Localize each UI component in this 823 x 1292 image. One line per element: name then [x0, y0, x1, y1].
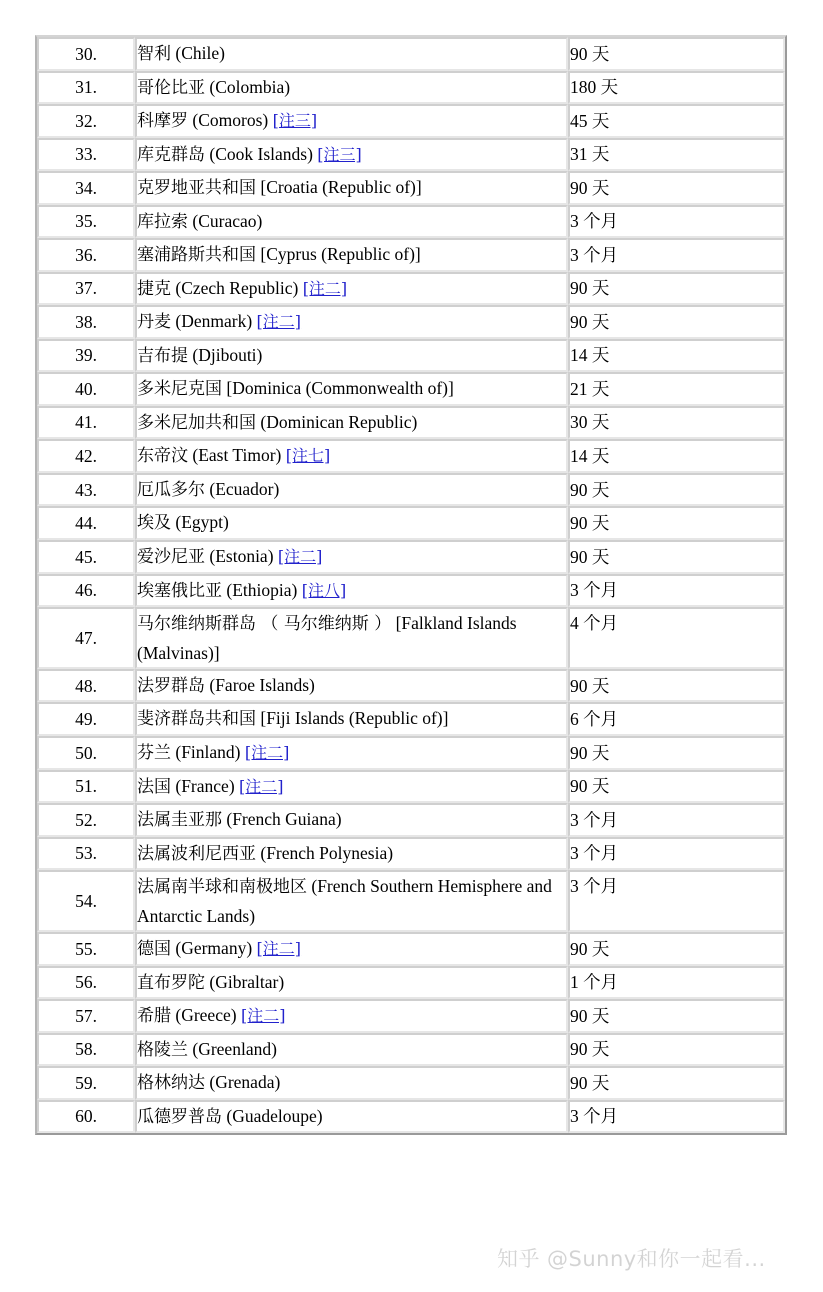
row-number-cell — [37, 932, 135, 966]
country-name-en: (Grenada) — [209, 1072, 281, 1093]
country-name-cn: 多米尼加共和国 — [137, 412, 256, 433]
stay-duration-cell — [568, 770, 785, 804]
country-name-en: [Dominica (Commonwealth of)] — [226, 378, 454, 399]
table-row — [37, 406, 785, 440]
table-row — [37, 37, 785, 71]
row-number-cell — [37, 540, 135, 574]
row-number: 40. — [75, 378, 97, 399]
stay-duration-cell — [568, 104, 785, 138]
row-number: 32. — [75, 110, 97, 131]
stay-duration-cell — [568, 406, 785, 440]
country-name-cn: 埃及 — [137, 513, 171, 534]
stay-duration: 90 天 — [570, 1072, 610, 1093]
row-number-cell — [37, 439, 135, 473]
row-number-cell — [37, 37, 135, 71]
country-name-cn: 捷克 — [137, 278, 171, 299]
row-number-cell — [37, 1033, 135, 1067]
country-name-cn: 科摩罗 — [137, 111, 188, 132]
footnote-link[interactable]: [注二] — [256, 312, 302, 332]
row-number-cell — [37, 205, 135, 239]
stay-duration-cell — [568, 473, 785, 507]
row-number-cell — [37, 171, 135, 205]
stay-duration: 90 天 — [570, 43, 610, 64]
stay-duration-cell — [568, 702, 785, 736]
stay-duration-cell — [568, 238, 785, 272]
stay-duration-cell — [568, 305, 785, 339]
stay-duration-cell — [568, 999, 785, 1033]
stay-duration: 6 个月 — [570, 709, 619, 730]
country-name-en: (Greece) — [175, 1005, 237, 1026]
country-name-cn: 法罗群岛 — [137, 675, 205, 696]
country-name-cell — [135, 205, 568, 239]
footnote-link[interactable]: [注二] — [302, 278, 348, 298]
country-name-en: (Greenland) — [192, 1038, 277, 1059]
row-number-cell — [37, 473, 135, 507]
country-name-en: (Chile) — [175, 43, 225, 63]
stay-duration-cell — [568, 837, 785, 871]
country-name-cell — [135, 272, 568, 306]
row-number: 37. — [75, 278, 97, 299]
table-row — [37, 574, 785, 608]
table-row — [37, 1066, 785, 1100]
country-name-cell — [135, 966, 568, 1000]
stay-duration-cell — [568, 870, 785, 932]
country-name-cn: 斐济群岛共和国 — [137, 709, 256, 730]
country-name-en: (Egypt) — [175, 512, 229, 533]
stay-duration: 31 天 — [570, 144, 610, 165]
stay-duration-cell — [568, 607, 785, 669]
row-number: 46. — [75, 580, 97, 601]
country-name-en: (Curacao) — [192, 210, 263, 231]
stay-duration: 90 天 — [570, 177, 610, 198]
country-name-cell — [135, 238, 568, 272]
table-row — [37, 770, 785, 804]
stay-duration-cell — [568, 669, 785, 703]
row-number: 50. — [75, 742, 97, 763]
table-row — [37, 736, 785, 770]
country-name-cn: 法属南半球和南极地区 — [137, 877, 307, 898]
country-name-en: (French Guiana) — [226, 809, 342, 830]
country-name-en: (Finland) — [175, 741, 241, 762]
stay-duration: 3 个月 — [570, 843, 619, 864]
stay-duration: 90 天 — [570, 675, 610, 696]
country-name-cell — [135, 770, 568, 804]
stay-duration-cell — [568, 272, 785, 306]
table-row — [37, 439, 785, 473]
footnote-link[interactable]: [注二] — [256, 938, 302, 958]
stay-duration: 90 天 — [570, 311, 610, 332]
country-name-cn: 芬兰 — [137, 742, 171, 763]
stay-duration: 90 天 — [570, 278, 610, 299]
country-name-cell — [135, 669, 568, 703]
table-body — [37, 37, 785, 1133]
stay-duration-cell — [568, 205, 785, 239]
country-name-cn: 库拉索 — [137, 211, 188, 232]
row-number-cell — [37, 71, 135, 105]
row-number-cell — [37, 1100, 135, 1134]
stay-duration: 30 天 — [570, 412, 610, 433]
row-number: 57. — [75, 1005, 97, 1026]
stay-duration: 21 天 — [570, 378, 610, 399]
row-number-cell — [37, 870, 135, 932]
country-name-cell — [135, 305, 568, 339]
country-name-en: (Colombia) — [209, 76, 291, 97]
country-name-cn: 塞浦路斯共和国 — [137, 245, 256, 266]
stay-duration: 3 个月 — [570, 809, 619, 830]
row-number: 38. — [75, 311, 97, 332]
country-name-cell — [135, 540, 568, 574]
table-row — [37, 205, 785, 239]
country-name-en: (Czech Republic) — [175, 277, 299, 298]
country-name-cell — [135, 473, 568, 507]
row-number: 55. — [75, 938, 97, 959]
country-name-cell — [135, 999, 568, 1033]
country-name-en: (Dominican Republic) — [260, 411, 418, 432]
stay-duration: 90 天 — [570, 1005, 610, 1026]
country-name-cn: 多米尼克国 — [137, 379, 222, 400]
table-row — [37, 540, 785, 574]
row-number: 45. — [75, 546, 97, 567]
country-name-cell — [135, 1033, 568, 1067]
country-name-cn: 埃塞俄比亚 — [137, 580, 222, 601]
footnote-link[interactable]: [注三] — [272, 111, 318, 131]
table-row — [37, 339, 785, 373]
stay-duration-cell — [568, 372, 785, 406]
country-name-cell — [135, 372, 568, 406]
footnote-link[interactable]: [注二] — [239, 776, 284, 796]
table-row — [37, 272, 785, 306]
footnote-link[interactable]: [注二] — [244, 742, 290, 762]
stay-duration-cell — [568, 506, 785, 540]
row-number: 54. — [75, 890, 97, 911]
row-number-cell — [37, 803, 135, 837]
country-name-en: (Ethiopia) — [226, 579, 298, 600]
row-number: 36. — [75, 244, 97, 265]
row-number-cell — [37, 702, 135, 736]
stay-duration: 90 天 — [570, 546, 610, 567]
country-name-en: (French Polynesia) — [260, 842, 394, 863]
country-name-cn: 瓜德罗普岛 — [137, 1106, 222, 1127]
stay-duration-cell — [568, 1033, 785, 1067]
row-number: 59. — [75, 1072, 97, 1093]
row-number-cell — [37, 1066, 135, 1100]
row-number-cell — [37, 736, 135, 770]
country-name-cn: 法属圭亚那 — [137, 810, 222, 831]
stay-duration-cell — [568, 803, 785, 837]
stay-duration-cell — [568, 339, 785, 373]
country-name-en: (Guadeloupe) — [226, 1105, 323, 1126]
country-name-cell — [135, 1066, 568, 1100]
footnote-link[interactable]: [注二] — [240, 1006, 286, 1026]
stay-duration: 45 天 — [570, 110, 610, 131]
stay-duration: 90 天 — [570, 513, 610, 534]
country-name-en: (France) — [175, 775, 235, 796]
visa-free-countries-table — [35, 35, 787, 1135]
country-name-en: (East Timor) — [192, 445, 282, 466]
row-number: 53. — [75, 843, 97, 864]
country-name-cn: 格林纳达 — [137, 1073, 205, 1094]
stay-duration-cell — [568, 574, 785, 608]
stay-duration-cell — [568, 736, 785, 770]
row-number-cell — [37, 669, 135, 703]
row-number: 49. — [75, 709, 97, 730]
country-name-cn: 丹麦 — [137, 312, 171, 333]
table-row — [37, 966, 785, 1000]
stay-duration: 14 天 — [570, 345, 610, 366]
table-row — [37, 999, 785, 1033]
footnote-link[interactable]: [注三] — [317, 144, 362, 164]
country-name-en: [Croatia (Republic of)] — [260, 177, 422, 198]
country-name-en: (Ecuador) — [209, 478, 280, 499]
footnote-link[interactable]: [注二] — [277, 546, 323, 566]
watermark — [497, 1243, 766, 1273]
row-number: 30. — [75, 43, 97, 64]
country-name-cell — [135, 702, 568, 736]
table-row — [37, 870, 785, 932]
country-name-cell — [135, 932, 568, 966]
country-name-cn: 格陵兰 — [137, 1039, 188, 1060]
country-name-en: (Comoros) — [192, 110, 269, 131]
stay-duration: 4 个月 — [570, 613, 619, 634]
country-name-en: (Djibouti) — [192, 344, 263, 365]
country-name-cn: 直布罗陀 — [137, 972, 205, 993]
country-name-cell — [135, 104, 568, 138]
stay-duration-cell — [568, 171, 785, 205]
country-name-cn: 智利 — [137, 44, 171, 64]
row-number: 33. — [75, 144, 97, 165]
table-row — [37, 607, 785, 669]
row-number-cell — [37, 506, 135, 540]
stay-duration: 3 个月 — [570, 876, 619, 897]
stay-duration-cell — [568, 138, 785, 172]
table-row — [37, 803, 785, 837]
country-name-en: [Falkland Islands (Malvinas)] — [137, 613, 517, 663]
stay-duration-cell — [568, 966, 785, 1000]
row-number-cell — [37, 138, 135, 172]
country-name-cell — [135, 37, 568, 71]
country-name-cn: 厄瓜多尔 — [137, 479, 205, 500]
country-name-en: (Faroe Islands) — [209, 674, 315, 695]
table-row — [37, 1100, 785, 1134]
stay-duration: 180 天 — [570, 77, 619, 98]
stay-duration-cell — [568, 37, 785, 71]
country-name-cn: 克罗地亚共和国 — [137, 178, 256, 199]
row-number-cell — [37, 272, 135, 306]
country-name-cell — [135, 1100, 568, 1134]
country-name-cn: 希腊 — [137, 1006, 171, 1027]
row-number: 51. — [75, 776, 97, 797]
country-name-cell — [135, 406, 568, 440]
stay-duration-cell — [568, 1066, 785, 1100]
row-number-cell — [37, 238, 135, 272]
table-row — [37, 71, 785, 105]
row-number: 43. — [75, 479, 97, 500]
row-number-cell — [37, 837, 135, 871]
table-row — [37, 104, 785, 138]
zhihu-logo: 知乎 — [497, 1247, 540, 1271]
table-row — [37, 305, 785, 339]
country-name-cell — [135, 803, 568, 837]
stay-duration: 90 天 — [570, 1039, 610, 1060]
country-name-en: (Germany) — [175, 937, 253, 958]
stay-duration: 14 天 — [570, 445, 610, 466]
table-row — [37, 138, 785, 172]
stay-duration: 3 个月 — [570, 1106, 619, 1127]
country-name-en: [Fiji Islands (Republic of)] — [260, 708, 449, 729]
row-number-cell — [37, 305, 135, 339]
country-name-cn: 东帝汶 — [137, 446, 188, 467]
country-name-cn: 马尔维纳斯群岛 （ 马尔维纳斯 ） — [137, 614, 392, 635]
country-name-cell — [135, 574, 568, 608]
row-number: 48. — [75, 675, 97, 696]
stay-duration: 3 个月 — [570, 211, 619, 232]
row-number: 44. — [75, 513, 97, 534]
row-number: 42. — [75, 445, 97, 466]
country-name-cell — [135, 607, 568, 669]
row-number-cell — [37, 372, 135, 406]
stay-duration: 3 个月 — [570, 580, 619, 601]
country-name-en: [Cyprus (Republic of)] — [260, 244, 421, 265]
table-row — [37, 473, 785, 507]
stay-duration-cell — [568, 1100, 785, 1134]
country-name-cn: 库克群岛 — [137, 144, 205, 165]
country-name-cn: 爱沙尼亚 — [137, 546, 205, 567]
stay-duration-cell — [568, 540, 785, 574]
row-number: 39. — [75, 345, 97, 366]
row-number: 41. — [75, 412, 97, 433]
row-number-cell — [37, 607, 135, 669]
row-number-cell — [37, 574, 135, 608]
stay-duration: 90 天 — [570, 479, 610, 500]
table-row — [37, 932, 785, 966]
stay-duration-cell — [568, 71, 785, 105]
country-name-en: (Denmark) — [175, 311, 253, 332]
row-number: 34. — [75, 177, 97, 198]
table-row — [37, 238, 785, 272]
table-row — [37, 1033, 785, 1067]
row-number-cell — [37, 406, 135, 440]
row-number-cell — [37, 999, 135, 1033]
stay-duration: 90 天 — [570, 742, 610, 763]
row-number: 58. — [75, 1039, 97, 1060]
country-name-cell — [135, 439, 568, 473]
row-number-cell — [37, 104, 135, 138]
country-name-en: (French Southern Hemisphere and Antarctic Lands) — [137, 876, 552, 926]
row-number: 60. — [75, 1106, 97, 1127]
row-number: 47. — [75, 627, 97, 648]
table-row — [37, 669, 785, 703]
country-name-cn: 法属波利尼西亚 — [137, 843, 256, 864]
country-name-cn: 法国 — [137, 776, 171, 797]
country-name-cell — [135, 506, 568, 540]
row-number: 31. — [75, 77, 97, 98]
country-name-cell — [135, 837, 568, 871]
table-row — [37, 171, 785, 205]
country-name-cell — [135, 339, 568, 373]
stay-duration-cell — [568, 439, 785, 473]
footnote-link[interactable]: [注七] — [285, 446, 331, 466]
country-name-cn: 吉布提 — [137, 345, 188, 366]
stay-duration: 3 个月 — [570, 244, 619, 265]
country-name-cell — [135, 71, 568, 105]
stay-duration: 90 天 — [570, 938, 610, 959]
country-name-cn: 哥伦比亚 — [137, 77, 205, 98]
country-name-en: (Estonia) — [209, 545, 274, 566]
country-name-cell — [135, 138, 568, 172]
row-number-cell — [37, 770, 135, 804]
row-number: 56. — [75, 972, 97, 993]
table-row — [37, 837, 785, 871]
stay-duration: 90 天 — [570, 776, 610, 797]
row-number: 52. — [75, 809, 97, 830]
country-name-cn: 德国 — [137, 938, 171, 959]
table-row — [37, 372, 785, 406]
watermark-handle: @Sunny和你一起看... — [547, 1247, 766, 1271]
footnote-link[interactable]: [注八] — [301, 580, 347, 600]
country-name-en: (Cook Islands) — [209, 143, 313, 164]
stay-duration-cell — [568, 932, 785, 966]
country-name-cell — [135, 736, 568, 770]
row-number-cell — [37, 339, 135, 373]
country-name-cell — [135, 171, 568, 205]
country-name-cell — [135, 870, 568, 932]
country-name-en: (Gibraltar) — [209, 971, 285, 992]
table-row — [37, 506, 785, 540]
row-number: 35. — [75, 211, 97, 232]
row-number-cell — [37, 966, 135, 1000]
table-row — [37, 702, 785, 736]
stay-duration: 1 个月 — [570, 972, 619, 993]
